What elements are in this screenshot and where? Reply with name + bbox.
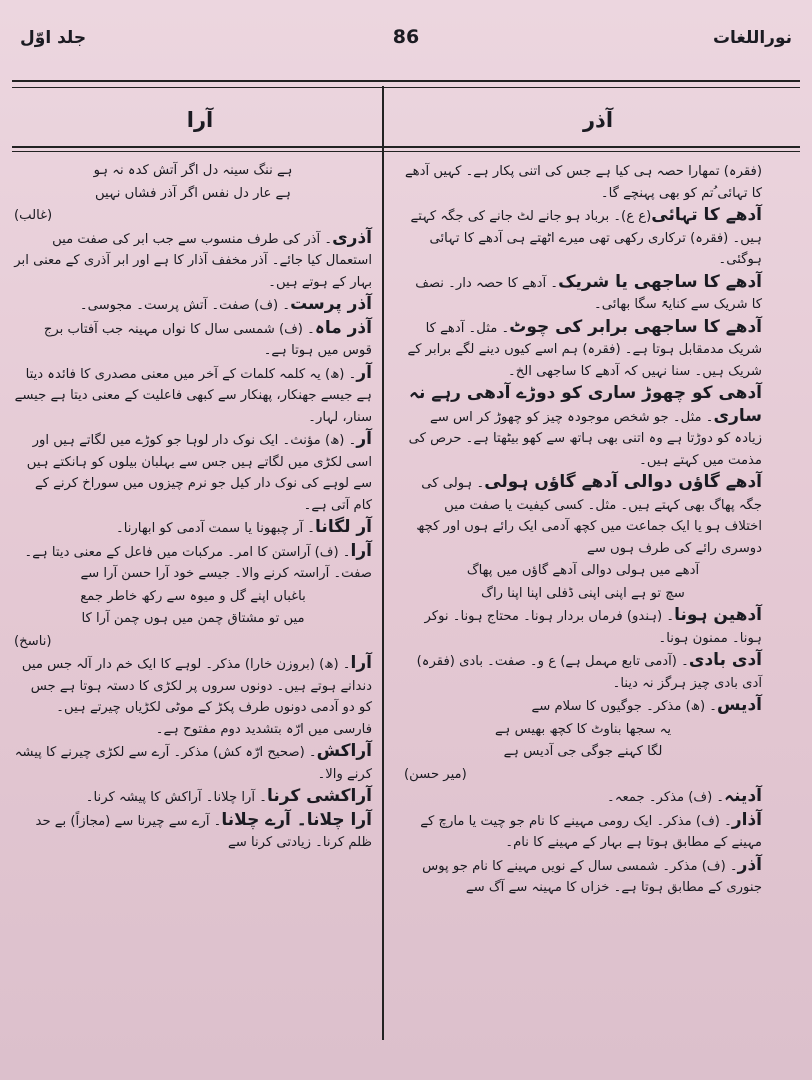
column-divider [382,86,384,1040]
headword: آر [356,362,372,383]
entry: آذر پرست۔ (ف) صفت۔ آتش پرست۔ مجوسی۔ [79,294,372,314]
headword: آر [356,429,372,449]
entry: آذار۔ (ف) مذکر۔ ایک رومی مہینے کا نام جو چیت یا مارچ کے مہینے کے مطابق ہوتا ہے بہار کے مہینے کا نام۔ [420,809,762,850]
entry: آذر۔ (ف) مذکر۔ شمسی سال کے نویں مہینے کا نام جو پوس جنوری کے مطابق ہوتا ہے۔ خزاں کا مہینہ سے آگ سے [422,854,762,895]
poet-name: (میر حسن) [404,766,467,782]
column-heading-rule-2 [12,151,800,152]
headword: آدھین ہونا [674,605,762,625]
verse-line: باغباں اپنے گل و میوہ سے رکھ خاطر جمع [80,588,306,604]
headword: آدی بادی [688,650,762,670]
headword: آراکشی کرنا [267,786,372,806]
right-column-heading: آذر [582,108,614,132]
entry: آرا۔ (ھ) (بروزن خارا) مذکر۔ لوہے کا ایک خم دار آلہ جس میں دندانے ہوتے ہیں۔ دونوں سروں پر لکڑی کا دستہ ہوتا ہے جس کو دو آدمی دونوں طرف پکڑ کے موٹی لکڑیاں چیرتے ہیں۔ فارسی میں ارّہ بتشدید دوم مفتوح ہے۔ [21,653,372,737]
headword: آذر پرست [290,294,372,314]
verse-line: میں تو مشتاق چمن میں ہوں چمن آرا کا [81,611,305,626]
headword: آرا [350,540,372,561]
page-number: 86 [392,26,420,48]
entry: آدھے کا ساجھی برابر کی چوٹ۔ مثل۔ آدھے کا شریک مدمقابل ہوتا ہے۔ (فقرہ) ہم اسے کیوں دینے لگے برابر کے شریک ہیں۔ سنا نہیں کہ آدھے کا ساجھی الخ۔ [407,316,762,379]
headword: آذری [332,227,372,248]
entry: آرا چلانا۔ آرے چلانا۔ آرے سے چیرنا سے (مجازاً) بے حد ظلم کرنا۔ زیادتی کرنا سے [35,809,372,850]
header-rule-bottom [12,87,800,88]
volume-label: جلد اوّل [20,28,87,48]
headword: آرا [350,653,372,673]
header-rule-top [12,80,800,82]
verse-line: یہ سجھا بناوٹ کا کچھ بھیس ہے [494,721,672,737]
entry: آذری۔ آذر کی طرف منسوب سے جب ابر کی صفت میں استعمال کیا جائے۔ آذر مخفف آذار کا ہے اور ابر آذری کے معنی ابر بہار کے ہوتے ہیں۔ [14,227,372,290]
entry: آدینہ۔ (ف) مذکر۔ جمعہ۔ [607,786,762,806]
headword: آدھے کا ساجھی برابر کی چوٹ [509,316,762,337]
verse-line: ہے ننگ سینہ دل اگر آتش کدہ نہ ہو [93,163,293,178]
verse-line: سچ تو ہے اپنی اپنی ڈفلی اپنا اپنا راگ [481,585,685,601]
entry: آدھین ہونا۔ (ہندو) فرماں بردار ہونا۔ محتاج ہونا۔ نوکر ہونا۔ ممنون ہونا۔ [424,605,762,646]
headword: آدھے کا تہائی [651,205,762,225]
headword: آرا چلانا۔ آرے چلانا [221,809,372,830]
column-heading-rule [12,146,800,148]
entry: آر۔ (ھ) یہ کلمہ کلمات کے آخر میں معنی مصدری کا فائدہ دیتا ہے جیسے جھنکار، پھنکار سے کبھی فاعلیت کے معنی دیتا ہے جیسے سنار، لہار۔ [14,362,372,425]
headword: آراکش [316,741,372,761]
headword: آر لگانا [315,517,372,537]
entry: آدی بادی۔ (آدمی تابع مہمل ہے) ع و۔ صفت۔ بادی (فقرہ) آدی بادی چیز ہرگز نہ دینا۔ [416,650,762,691]
entry: آر لگانا۔ آر چبھونا یا سمت آدمی کو ابھارنا۔ [116,517,372,537]
poet-name: (غالب) [14,208,53,223]
entry: آدیس۔ (ھ) مذکر۔ جوگیوں کا سلام سے [531,695,762,715]
entry: آر۔ (ھ) مؤنث۔ ایک نوک دار لوہا جو کوڑے میں لگاتے ہیں اور اسی لکڑی میں لگاتے ہیں جس سے بہلبان بیلوں کو ہانکتے ہیں سے لوہے کی نوک دار کیل جو نرم چیزوں میں سوراخ کرنے کے کام آتی ہے۔ [26,429,372,513]
left-column-heading: آرا [186,108,214,132]
headword: آدھے گاؤں دوالی آدھے گاؤں ہولی [484,472,762,492]
page-header [20,28,792,58]
verse-line: لگا کہنے جوگی جی آدیس ہے [503,744,663,759]
entry: آراکشی کرنا۔ آرا چلانا۔ آراکش کا پیشہ کرنا۔ [85,786,372,806]
entry: آراکش۔ (صحیح ارّہ کش) مذکر۔ آرے سے لکڑی چیرنے کا پیشہ کرنے والا۔ [14,741,372,782]
verse-line: ہے عار دل نفس اگر آذر فشاں نہیں [95,185,291,201]
headword: آدیس [717,695,762,715]
headword: آذر [737,854,762,875]
headword: آدھی کو چھوڑ ساری کو دوڑے آدھی رہے نہ ساری [409,383,762,426]
headword: آذر ماہ [314,317,372,338]
entry: آذر ماہ۔ (ف) شمسی سال کا نواں مہینہ جب آفتاب برج قوس میں ہوتا ہے۔ [43,317,372,358]
entry: آدھی کو چھوڑ ساری کو دوڑے آدھی رہے نہ ساری۔ مثل۔ جو شخص موجودہ چیز کو چھوڑ کر اس سے زیادہ کو دوڑتا ہے وہ اتنی بھی ہاتھ سے کھو بیٹھتا ہے۔ حرص کی مذمت میں کہتے ہیں۔ [408,383,762,468]
entry: آدھے گاؤں دوالی آدھے گاؤں ہولی۔ ہولی کی جگہ پھاگ بھی کہتے ہیں۔ مثل۔ کسی کیفیت یا صفت میں اختلاف ہو یا ایک جماعت میں کچھ آدمی ایک رائے ہوں اور کچھ دوسری رائے کی طرف ہوں سے [416,472,762,556]
headword: آدھے کا ساجھی یا شریک [558,271,762,292]
entry: آدھے کا ساجھی یا شریک۔ آدھے کا حصہ دار۔ نصف کا شریک سے کنایۃً سگا بھائی۔ [415,271,762,312]
book-title: نوراللغات [712,28,792,48]
headword: آدینہ [724,786,762,806]
entry: (فقرہ) تمھارا حصہ ہی کیا ہے جس کی اتنی پکار ہے۔ کہیں آدھے کا تہائی ُتم کو بھی پہنچے گا۔ [404,164,762,201]
entry: آرا۔ (ف) آراستن کا امر۔ مرکبات میں فاعل کے معنی دیتا ہے۔ صفت۔ آراستہ کرنے والا۔ جیسے خود آرا حسن آرا سے [24,540,372,581]
headword: آذار [731,809,762,830]
right-column [404,160,762,900]
entry: آدھے کا تہائی(ع ع)۔ برباد ہو جانے لٹ جانے کی جگہ کہتے ہیں۔ (فقرہ) ترکاری رکھی تھی میرے اٹھتے ہی آدھے کا تہائی ہوگئی۔ [410,205,762,267]
poet-name: (ناسخ) [14,633,52,649]
left-column [14,160,372,855]
verse-line: آدھے میں ہولی دوالی آدھے گاؤں میں پھاگ [466,563,700,578]
